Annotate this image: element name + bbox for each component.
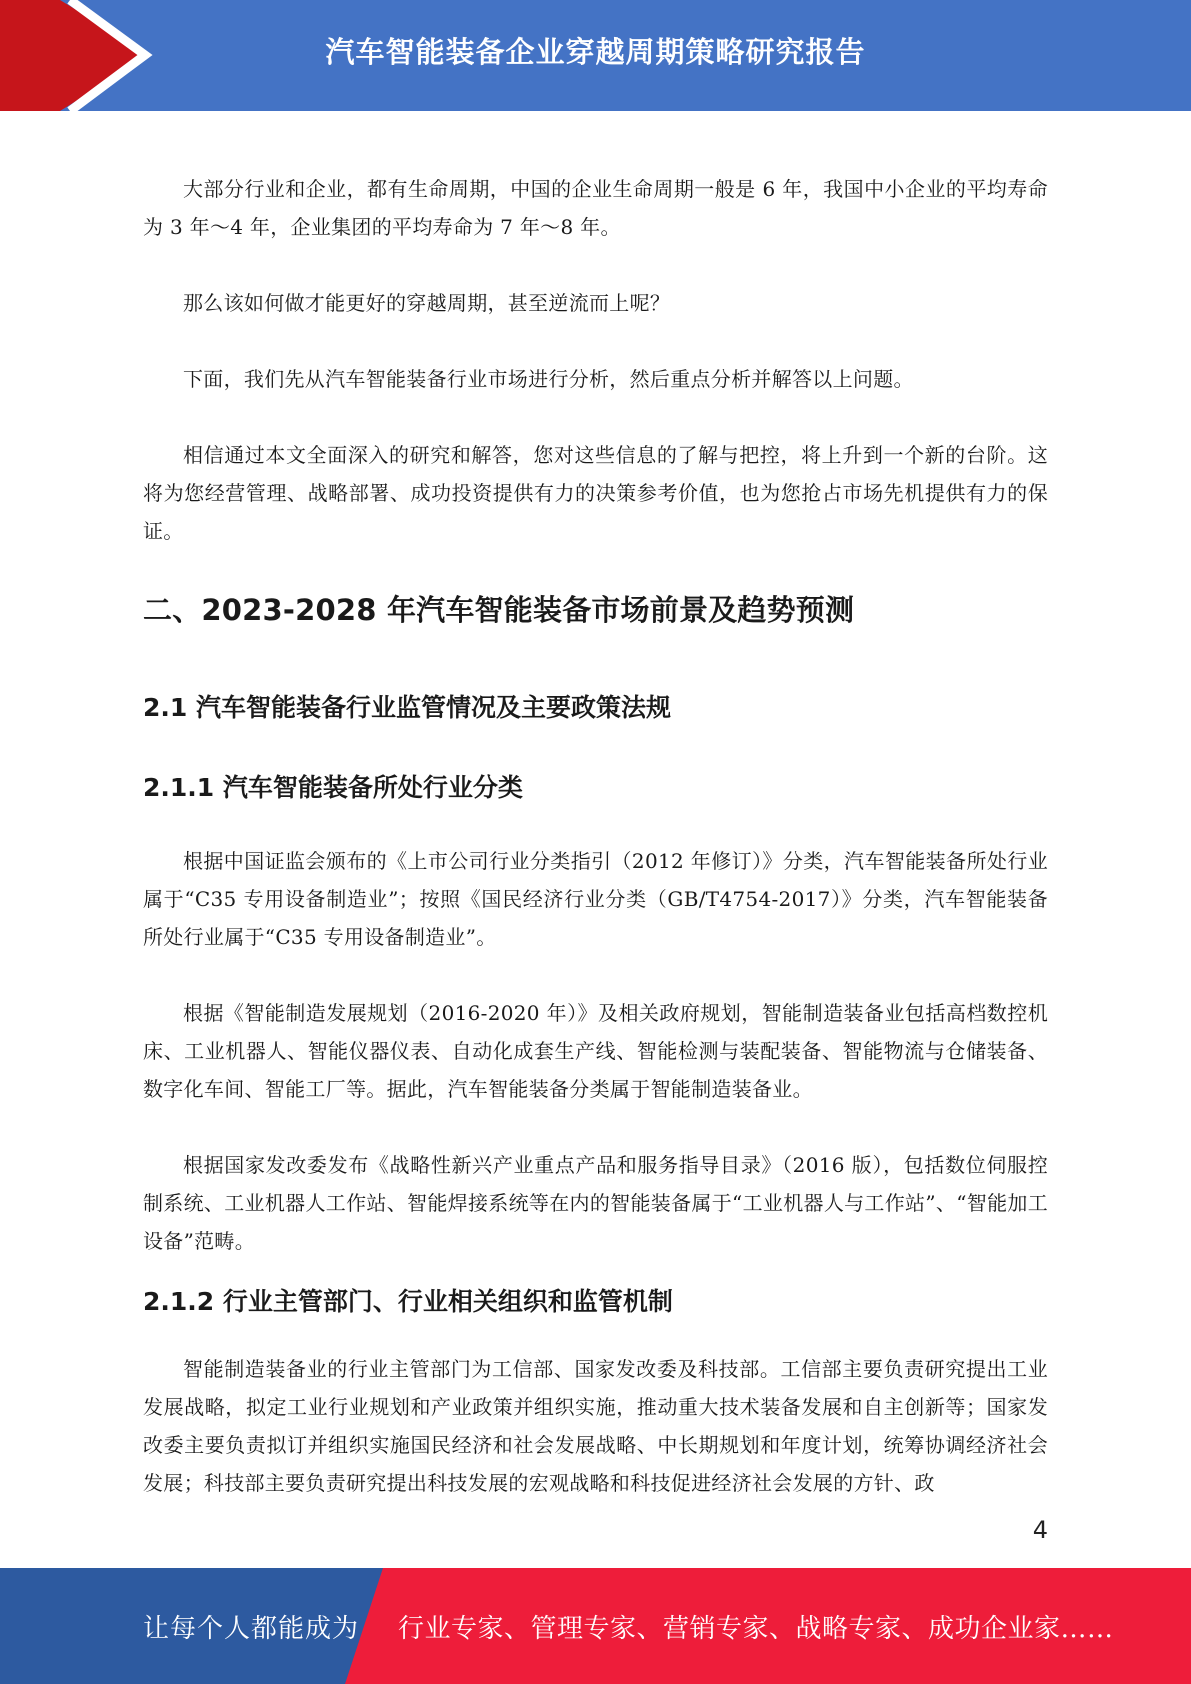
classification-paragraph-2: 根据《智能制造发展规划（2016-2020 年）》及相关政府规划，智能制造装备业包括高档数控机床、工业机器人、智能仪器仪表、自动化成套生产线、智能检测与装配装备、智能物流与仓储装备、数字化车间、智能工厂等。据此，汽车智能装备分类属于智能制造装备业。 [143,1001,1048,1101]
subsubsection-2-title: 2.1.2 行业主管部门、行业相关组织和监管机制 [143,1287,673,1316]
subsection-title: 2.1 汽车智能装备行业监管情况及主要政策法规 [143,693,671,722]
subsubsection-1-title: 2.1.1 汽车智能装备所处行业分类 [143,773,523,802]
page-header [0,0,1191,111]
header-title: 汽车智能装备企业穿越周期策略研究报告 [325,34,866,69]
page-footer [0,1568,1191,1684]
intro-paragraph-1: 大部分行业和企业，都有生命周期，中国的企业生命周期一般是 6 年，我国中小企业的平均寿命为 3 年～4 年，企业集团的平均寿命为 7 年～8 年。 [143,177,1048,239]
section-title: 二、2023-2028 年汽车智能装备市场前景及趋势预测 [143,593,855,627]
classification-paragraph-3: 根据国家发改委发布《战略性新兴产业重点产品和服务指导目录》（2016 版），包括数位伺服控制系统、工业机器人工作站、智能焊接系统等在内的智能装备属于“工业机器人与工作站”、“智能加工设备”范畴。 [143,1153,1048,1253]
regulation-paragraph-1: 智能制造装备业的行业主管部门为工信部、国家发改委及科技部。工信部主要负责研究提出工业发展战略，拟定工业行业规划和产业政策并组织实施，推动重大技术装备发展和自主创新等；国家发改委主要负责拟订并组织实施国民经济和社会发展战略、中长期规划和年度计划，统筹协调经济社会发展；科技部主要负责研究提出科技发展的宏观战略和科技促进经济社会发展的方针、政 [143,1357,1048,1495]
intro-paragraph-3: 下面，我们先从汽车智能装备行业市场进行分析，然后重点分析并解答以上问题。 [183,367,914,391]
intro-paragraph-2: 那么该如何做才能更好的穿越周期，甚至逆流而上呢？ [183,291,671,315]
classification-paragraph-1: 根据中国证监会颁布的《上市公司行业分类指引（2012 年修订）》分类，汽车智能装备所处行业属于“C35 专用设备制造业”；按照《国民经济行业分类（GB/T4754-2017）》分类，汽车智能装备所处行业属于“C35 专用设备制造业”。 [143,849,1048,949]
footer-slogan-right: 行业专家、管理专家、营销专家、战略专家、成功企业家…… [398,1613,1114,1644]
intro-paragraph-4: 相信通过本文全面深入的研究和解答，您对这些信息的了解与把控，将上升到一个新的台阶。这将为您经营管理、战略部署、成功投资提供有力的决策参考价值，也为您抢占市场先机提供有力的保证。 [143,443,1048,543]
header-red-arrow [0,0,150,111]
page-content [143,170,1048,1502]
page-number: 4 [1032,1516,1048,1544]
footer-slogan-left: 让每个人都能成为 [143,1613,360,1644]
